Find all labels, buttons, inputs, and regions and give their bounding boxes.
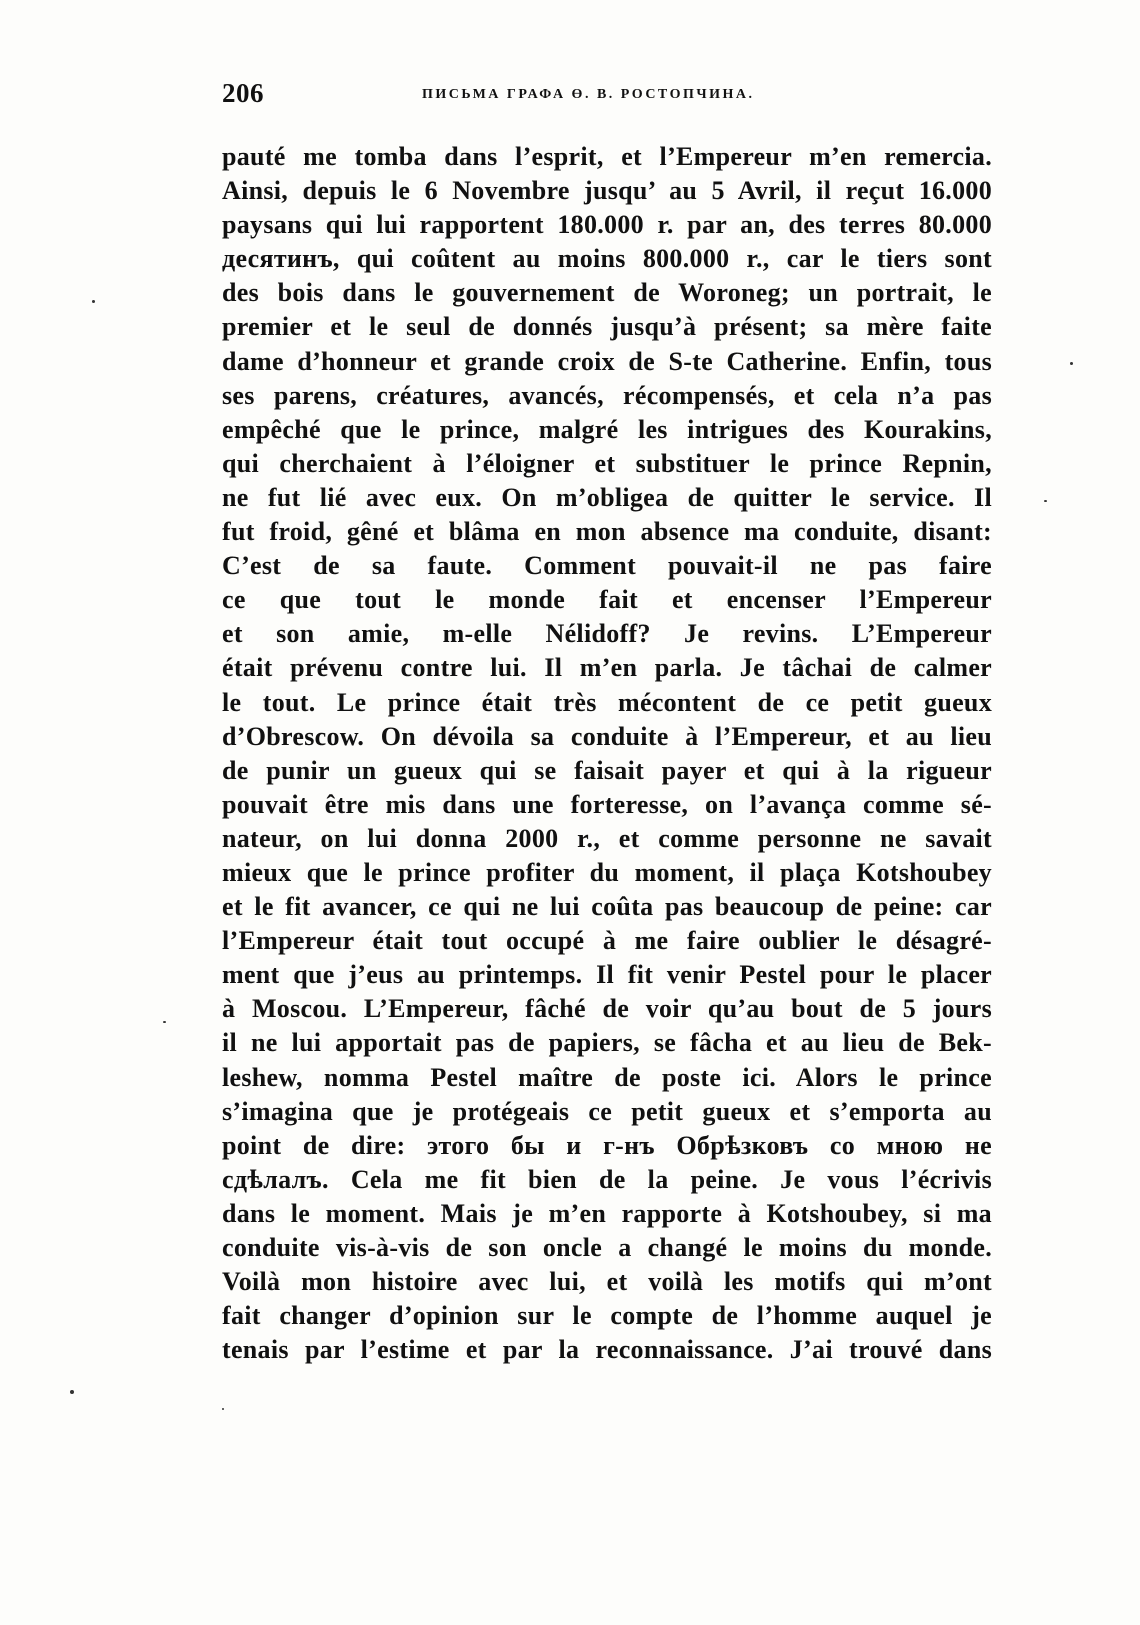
text-line-content: ce que tout le monde fait et encenser l’Empereur [222, 585, 992, 615]
text-line [222, 1265, 992, 1299]
text-line [222, 208, 992, 242]
scan-speck [92, 300, 95, 303]
running-head [222, 78, 992, 118]
text-line [222, 345, 992, 379]
text-line-content: leshew, nomma Pestel maître de poste ici. Alors le prince [222, 1062, 992, 1092]
text-line [222, 447, 992, 481]
text-line-content: сдѣлалъ. Cela me fit bien de la peine. Je vous l’écrivis [222, 1164, 992, 1194]
text-line-content: pauté me tomba dans l’esprit, et l’Empereur m’en remercia. [222, 142, 992, 171]
text-line [222, 413, 992, 447]
text-line-content: de punir un gueux qui se faisait payer et qui à la rigueur [222, 755, 992, 785]
text-line [222, 651, 992, 685]
text-line-content: point de dire: этого бы и г-нъ Обрѣзковъ со мною не [222, 1130, 992, 1160]
text-line [222, 1129, 992, 1163]
text-line [222, 958, 992, 992]
text-line [222, 992, 992, 1026]
text-line [222, 515, 992, 549]
text-line-content: dans le moment. Mais je m’en rapporte à Kotshoubey, si ma [222, 1198, 992, 1228]
text-line [222, 549, 992, 583]
text-line [222, 890, 992, 924]
text-line [222, 1231, 992, 1265]
text-line [222, 754, 992, 788]
text-line-content: paysans qui lui rapportent 180.000 r. par an, des terres 80.000 [222, 210, 992, 240]
running-title: ПИСЬМА ГРАФА Ө. В. РОСТОПЧИНА. [422, 87, 755, 102]
text-line [222, 242, 992, 276]
text-line-content: premier et le seul de donnés jusqu’à présent; sa mère faite [222, 312, 992, 342]
text-line [222, 1095, 992, 1129]
text-line-content: Ainsi, depuis le 6 Novembre jusqu’ au 5 Avril, il reçut 16.000 [222, 176, 992, 206]
scan-speck [1044, 500, 1047, 502]
text-line-content: fut froid, gêné et blâma en mon absence ma conduite, disant: [222, 517, 992, 547]
text-line-content: empêché que le prince, malgré les intrigues des Kourakins, [222, 414, 992, 444]
text-line-content: ses parens, créatures, avancés, récompensés, et cela n’a pas [222, 380, 992, 410]
text-line-content: à Moscou. L’Empereur, fâché de voir qu’au bout de 5 jours [222, 994, 992, 1024]
scan-speck [163, 1021, 166, 1023]
text-line [222, 788, 992, 822]
text-line-content: qui cherchaient à l’éloigner et substituer le prince Repnin, [222, 448, 992, 478]
text-line [222, 140, 992, 174]
text-line-content: C’est de sa faute. Comment pouvait-il ne pas faire [222, 551, 992, 581]
text-line [222, 1299, 992, 1333]
text-line-content: et le fit avancer, ce qui ne lui coûta pas beaucoup de peine: car [222, 892, 992, 922]
text-line-content: ment que j’eus au printemps. Il fit venir Pestel pour le placer [222, 960, 992, 990]
text-line-content: était prévenu contre lui. Il m’en parla. Je tâchai de calmer [222, 653, 992, 683]
text-line [222, 1163, 992, 1197]
body-text [222, 140, 992, 1367]
text-line-content: nateur, on lui donna 2000 r., et comme personne ne savait [222, 823, 992, 853]
text-line-content: des bois dans le gouvernement de Woroneg; un portrait, le [222, 278, 992, 308]
text-line-content: ne fut lié avec eux. On m’obligea de quitter le service. Il [222, 482, 992, 512]
text-line [222, 1061, 992, 1095]
text-line-content: il ne lui apportait pas de papiers, se fâcha et au lieu de Bek- [222, 1028, 992, 1058]
text-line-content: fait changer d’opinion sur le compte de l’homme auquel je [222, 1301, 992, 1331]
scan-speck [222, 1408, 224, 1410]
text-line [222, 856, 992, 890]
text-line-content: l’Empereur était tout occupé à me faire oublier le désagré- [222, 926, 992, 956]
text-line [222, 686, 992, 720]
text-line [222, 583, 992, 617]
text-line-content: d’Obrescow. On dévoila sa conduite à l’Empereur, et au lieu [222, 721, 992, 751]
text-line-content: десятинъ, qui coûtent au moins 800.000 r., car le tiers sont [222, 244, 992, 274]
text-line [222, 174, 992, 208]
text-line-content: dame d’honneur et grande croix de S-te Catherine. Enfin, tous [222, 346, 992, 376]
text-line [222, 1026, 992, 1060]
text-line [222, 276, 992, 310]
text-line-content: conduite vis-à-vis de son oncle a changé le moins du monde. [222, 1233, 992, 1262]
text-line [222, 924, 992, 958]
text-line [222, 720, 992, 754]
text-line-content: Voilà mon histoire avec lui, et voilà les motifs qui m’ont [222, 1267, 992, 1297]
text-line-content: mieux que le prince profiter du moment, il plaça Kotshoubey [222, 857, 992, 887]
text-line [222, 822, 992, 856]
text-line [222, 310, 992, 344]
text-line [222, 481, 992, 515]
text-line-content: pouvait être mis dans une forteresse, on l’avança comme sé- [222, 789, 992, 819]
text-line [222, 617, 992, 651]
text-line [222, 1197, 992, 1231]
text-line-content: le tout. Le prince était très mécontent de ce petit gueux [222, 687, 992, 717]
text-line [222, 379, 992, 413]
scan-speck [1070, 362, 1073, 365]
text-line-content: tenais par l’estime et par la reconnaissance. J’ai trouvé dans [222, 1335, 992, 1365]
page-number: 206 [222, 78, 264, 108]
scan-speck [70, 1390, 74, 1394]
text-line-content: s’imagina que je protégeais ce petit gueux et s’emporta au [222, 1096, 992, 1126]
text-line [222, 1333, 992, 1367]
text-line-content: et son amie, m-elle Nélidoff? Je revins. L’Empereur [222, 619, 992, 649]
